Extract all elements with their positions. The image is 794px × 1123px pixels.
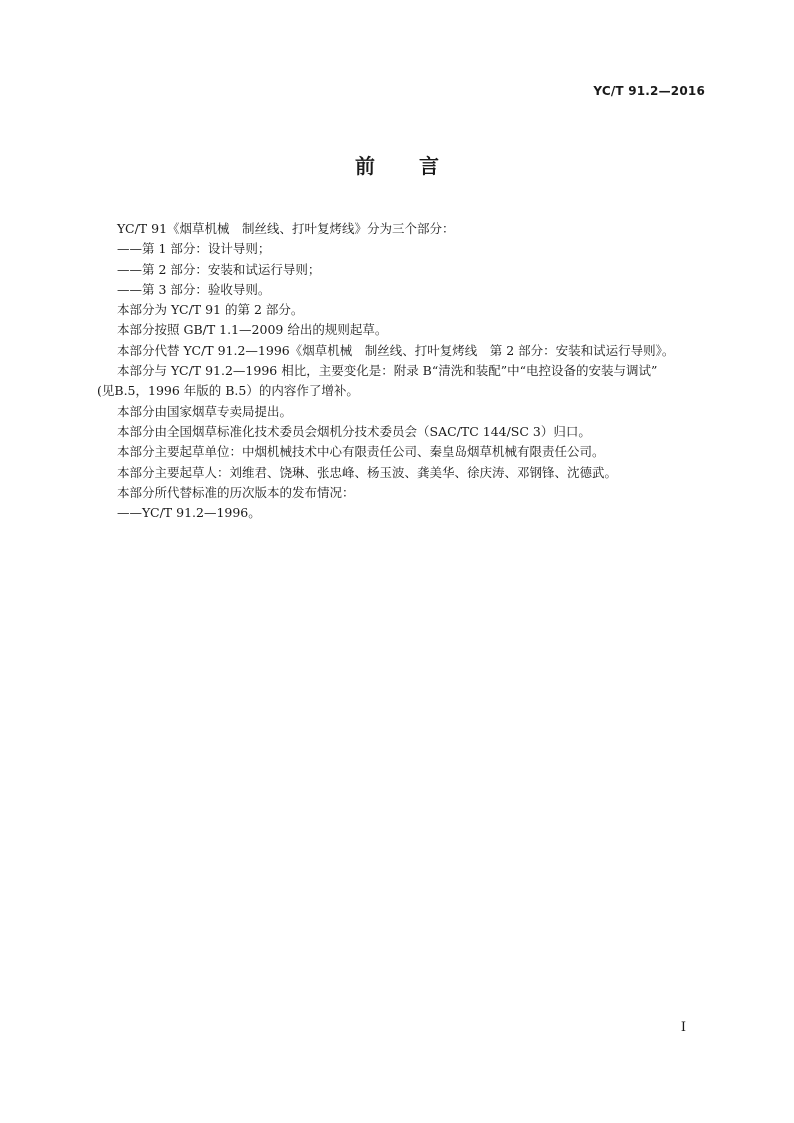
paragraph-drafting-units: 本部分主要起草单位：中烟机械技术中心有限责任公司、秦皇岛烟草机械有限责任公司。 bbox=[117, 444, 605, 460]
standard-number: YC/T 91.2—2016 bbox=[593, 84, 705, 98]
paragraph-centralized-by: 本部分由全国烟草标准化技术委员会烟机分技术委员会（SAC/TC 144/SC 3）归口。 bbox=[117, 423, 591, 439]
paragraph-part-statement: 本部分为 YC/T 91 的第 2 部分。 bbox=[117, 302, 304, 318]
page-number: I bbox=[680, 1020, 686, 1035]
list-item-part1: ——第 1 部分：设计导则； bbox=[117, 241, 271, 257]
paragraph-replaces: 本部分代替 YC/T 91.2—1996《烟草机械 制丝线、打叶复烤线 第 2 部分：安装和试运行导则》。 bbox=[117, 342, 675, 358]
paragraph-previous-editions: 本部分所代替标准的历次版本的发布情况： bbox=[117, 484, 355, 500]
paragraph-drafting-rules: 本部分按照 GB/T 1.1—2009 给出的规则起草。 bbox=[117, 322, 388, 338]
list-item-previous-edition: ——YC/T 91.2—1996。 bbox=[117, 505, 261, 521]
title-char-1: 前 bbox=[355, 154, 375, 178]
list-item-part3: ——第 3 部分：验收导则。 bbox=[117, 281, 271, 297]
title-char-2: 言 bbox=[419, 154, 439, 178]
page-title bbox=[0, 150, 794, 179]
paragraph-changes: 本部分与 YC/T 91.2—1996 相比，主要变化是：附录 B“清洗和装配”中“电控设备的安装与调试” bbox=[117, 363, 658, 379]
paragraph-intro: YC/T 91《烟草机械 制丝线、打叶复烤线》分为三个部分： bbox=[117, 221, 455, 236]
foreword-body bbox=[97, 219, 707, 523]
paragraph-drafters: 本部分主要起草人：刘维君、饶琳、张忠峰、杨玉波、龚美华、徐庆涛、邓钢锋、沈德武。 bbox=[117, 464, 618, 480]
paragraph-proposed-by: 本部分由国家烟草专卖局提出。 bbox=[117, 403, 293, 419]
list-item-part2: ——第 2 部分：安装和试运行导则； bbox=[117, 261, 321, 277]
paragraph-changes-continued: (见B.5，1996 年版的 B.5）的内容作了增补。 bbox=[97, 383, 359, 399]
